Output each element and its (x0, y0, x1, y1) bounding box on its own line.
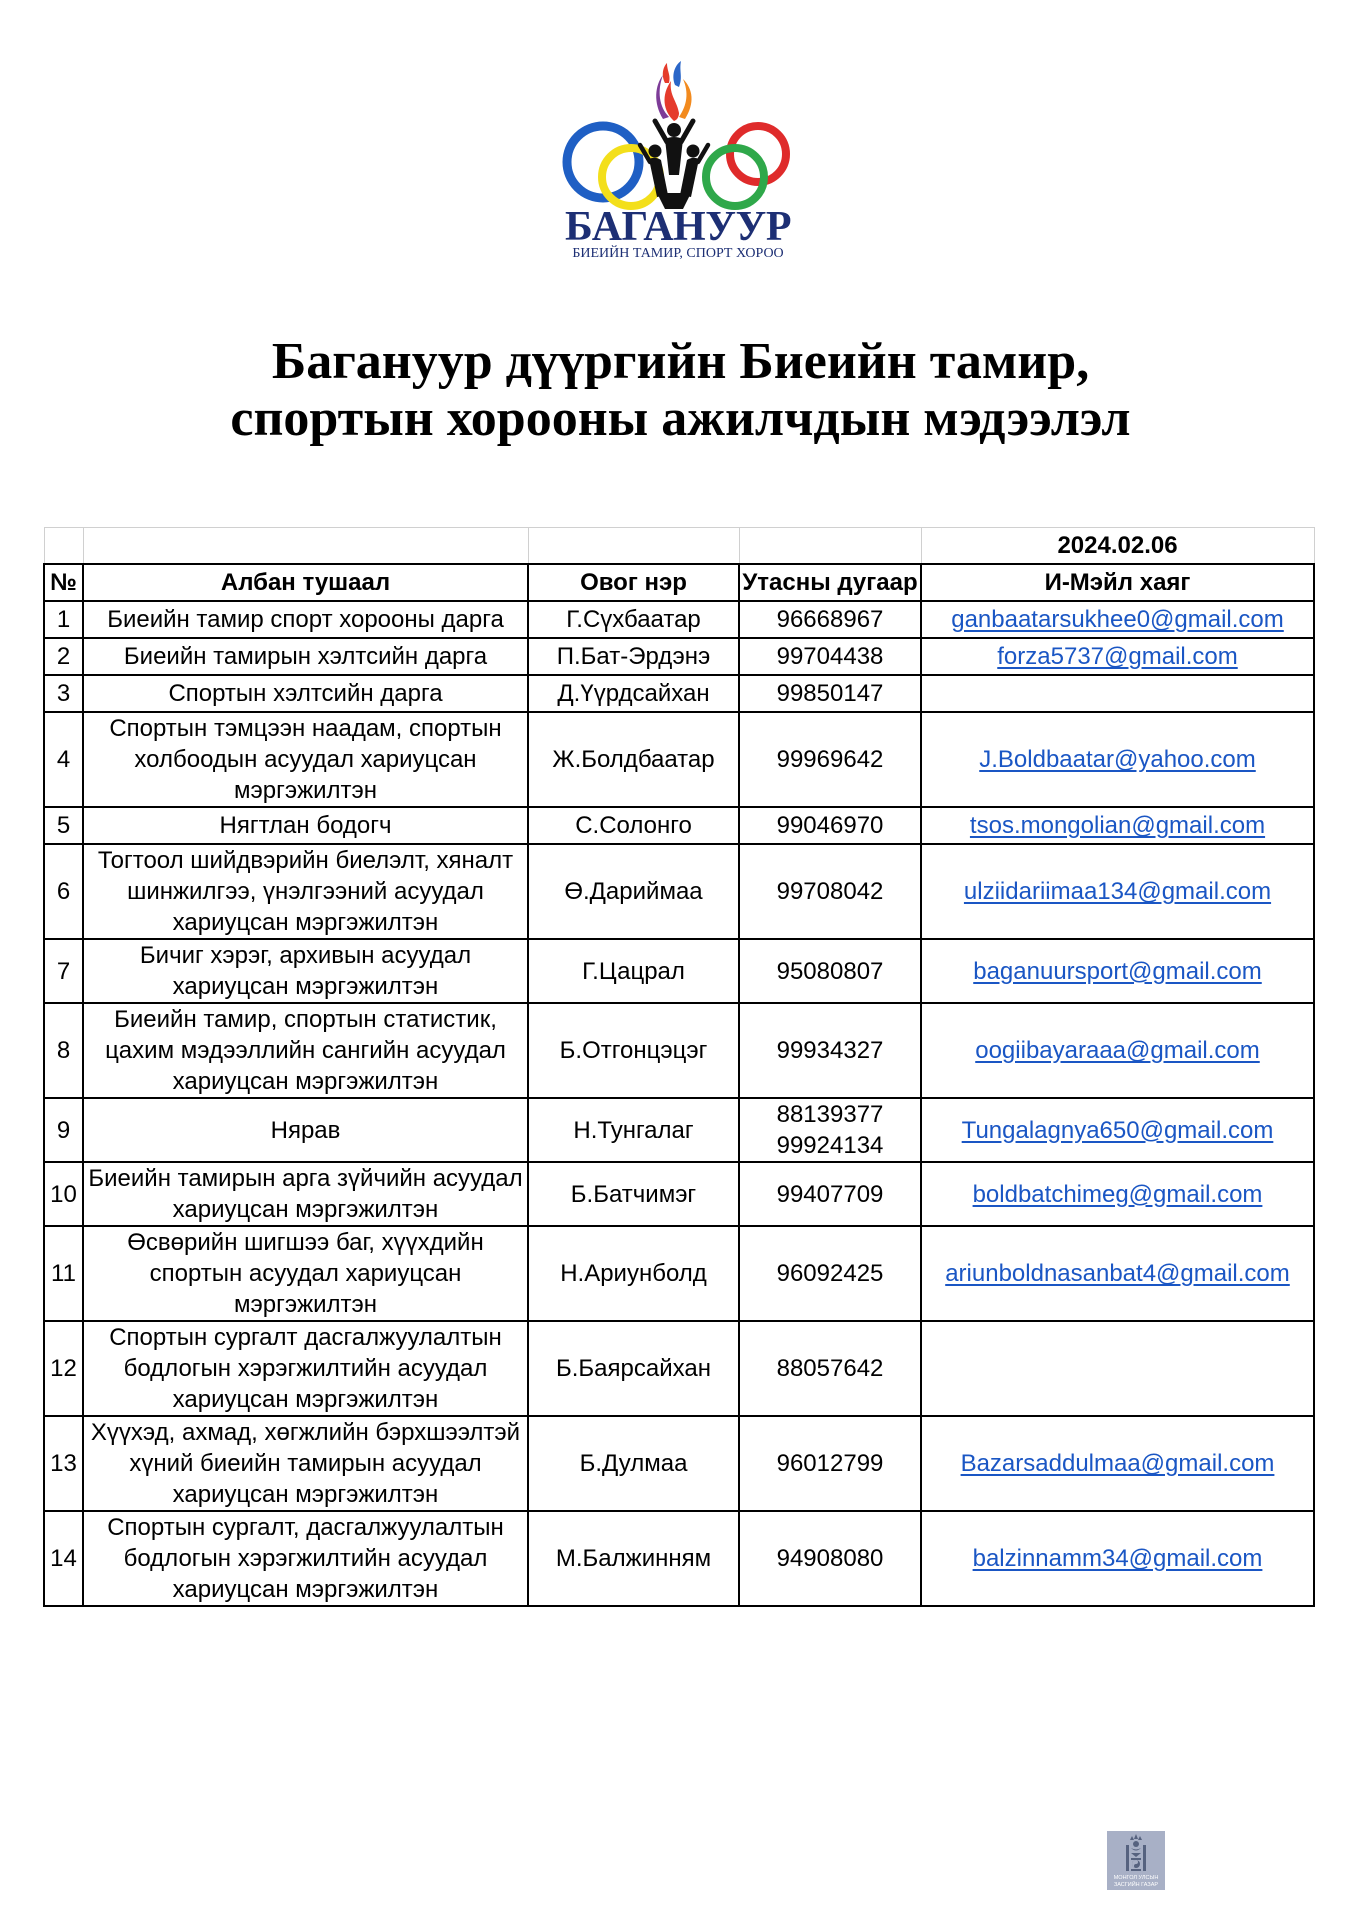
table-row (44, 807, 1314, 844)
email-link[interactable]: Tungalagnya650@gmail.com (961, 1116, 1274, 1144)
table-row (44, 939, 1314, 1003)
email-cell (921, 712, 1314, 807)
email-link[interactable]: ulziidariimaa134@gmail.com (963, 878, 1272, 905)
phone-cell: 88139377 99924134 (739, 1098, 921, 1162)
email-link[interactable]: Bazarsaddulmaa@gmail.com (960, 1450, 1275, 1477)
position-cell: Нягтлан бодогч (83, 807, 528, 844)
table-row (44, 1003, 1314, 1098)
position-cell: Спортын хэлтсийн дарга (83, 675, 528, 712)
empty-cell (44, 528, 83, 565)
table-row (44, 712, 1314, 807)
position-cell: Өсвөрийн шигшээ баг, хүүхдийн спортын асуудал хариуцсан мэргэжилтэн (83, 1226, 528, 1321)
position-cell: Спортын сургалт дасгалжуулалтын бодлогын хэрэгжилтийн асуудал хариуцсан мэргэжилтэн (83, 1321, 528, 1416)
email-cell (921, 807, 1314, 844)
empty-cell (739, 528, 921, 565)
row-number: 8 (44, 1003, 83, 1098)
document-title (8, 333, 1353, 447)
government-emblem (1107, 1831, 1165, 1890)
name-cell: Д.Үүрдсайхан (528, 675, 739, 712)
email-link[interactable]: ariunboldnasanbat4@gmail.com (945, 1260, 1290, 1287)
empty-cell (528, 528, 739, 565)
table-row (44, 1416, 1314, 1511)
phone-cell: 88057642 (739, 1321, 921, 1416)
position-cell: Бичиг хэрэг, архивын асуудал хариуцсан мэргэжилтэн (83, 939, 528, 1003)
position-cell: Хүүхэд, ахмад, хөгжлийн бэрхшээлтэй хүний биеийн тамирын асуудал хариуцсан мэргэжилтэн (83, 1416, 528, 1511)
header-number: № (44, 564, 83, 601)
row-number: 13 (44, 1416, 83, 1511)
email-cell (921, 1226, 1314, 1321)
position-cell: Биеийн тамир, спортын статистик, цахим мэдээллийн сангийн асуудал хариуцсан мэргэжилтэн (83, 1003, 528, 1098)
sports-committee-logo (555, 55, 801, 215)
row-number: 7 (44, 939, 83, 1003)
email-cell (921, 1162, 1314, 1226)
row-number: 2 (44, 638, 83, 675)
row-number: 9 (44, 1098, 83, 1162)
phone-cell: 96092425 (739, 1226, 921, 1321)
empty-cell (83, 528, 528, 565)
green-ring (706, 148, 764, 206)
phone-cell: 99704438 (739, 638, 921, 675)
phone-cell: 96668967 (739, 601, 921, 638)
name-cell: П.Бат-Эрдэнэ (528, 638, 739, 675)
row-number: 1 (44, 601, 83, 638)
table-row (44, 1226, 1314, 1321)
name-cell: С.Солонго (528, 807, 739, 844)
phone-cell: 99850147 (739, 675, 921, 712)
email-cell (921, 1416, 1314, 1511)
position-cell: Биеийн тамир спорт хорооны дарга (83, 601, 528, 638)
table-row (44, 844, 1314, 939)
phone-cell: 94908080 (739, 1511, 921, 1606)
email-link[interactable]: baganuursport@gmail.com (973, 957, 1262, 985)
logo-subtitle: БИЕИЙН ТАМИР, СПОРТ ХОРОО (572, 246, 784, 261)
phone-cell: 99046970 (739, 807, 921, 844)
email-link[interactable]: J.Boldbaatar@yahoo.com (979, 746, 1256, 773)
row-number: 14 (44, 1511, 83, 1606)
row-number: 10 (44, 1162, 83, 1226)
email-cell (921, 675, 1314, 712)
phone-cell: 99708042 (739, 844, 921, 939)
phone-cell: 99407709 (739, 1162, 921, 1226)
position-cell: Биеийн тамирын арга зүйчийн асуудал хариуцсан мэргэжилтэн (83, 1162, 528, 1226)
email-cell (921, 1098, 1314, 1162)
phone-cell: 96012799 (739, 1416, 921, 1511)
row-number: 12 (44, 1321, 83, 1416)
name-cell: Б.Баярсайхан (528, 1321, 739, 1416)
document-date: 2024.02.06 (921, 528, 1314, 565)
email-link[interactable]: boldbatchimeg@gmail.com (972, 1180, 1263, 1208)
email-cell (921, 1511, 1314, 1606)
title-line-2: спортын хорооны ажилчдын мэдээлэл (230, 390, 1131, 447)
header-name: Овог нэр (528, 564, 739, 601)
position-cell: Спортын тэмцээн наадам, спортын холбоодын асуудал хариуцсан мэргэжилтэн (83, 712, 528, 807)
name-cell: Б.Отгонцэцэг (528, 1003, 739, 1098)
email-link[interactable]: ganbaatarsukhee0@gmail.com (951, 606, 1284, 633)
name-cell: Ж.Болдбаатар (528, 712, 739, 807)
name-cell: Н.Тунгалаг (528, 1098, 739, 1162)
title-line-1: Багануур дүүргийн Биеийн тамир, (271, 333, 1090, 390)
name-cell: Б.Дулмаа (528, 1416, 739, 1511)
table-row (44, 601, 1314, 638)
email-link[interactable]: balzinnamm34@gmail.com (972, 1545, 1263, 1572)
phone-cell: 99934327 (739, 1003, 921, 1098)
emblem-caption: МОНГОЛ УЛСЫН ЗАСГИЙН ГАЗАР (1113, 1875, 1159, 1888)
position-cell: Нярав (83, 1098, 528, 1162)
header-row (44, 564, 1314, 601)
row-number: 5 (44, 807, 83, 844)
phone-cell: 95080807 (739, 939, 921, 1003)
table-row (44, 675, 1314, 712)
email-link[interactable]: oogiibayaraaa@gmail.com (975, 1037, 1260, 1064)
table-row (44, 1511, 1314, 1606)
position-cell: Биеийн тамирын хэлтсийн дарга (83, 638, 528, 675)
email-cell (921, 638, 1314, 675)
name-cell: М.Балжинням (528, 1511, 739, 1606)
table-row (44, 1162, 1314, 1226)
name-cell: Б.Батчимэг (528, 1162, 739, 1226)
header-position: Албан тушаал (83, 564, 528, 601)
table-row (44, 1321, 1314, 1416)
name-cell: Г.Цацрал (528, 939, 739, 1003)
email-link[interactable]: forza5737@gmail.com (997, 643, 1238, 670)
table-row (44, 1098, 1314, 1162)
email-cell (921, 844, 1314, 939)
header-phone: Утасны дугаар (739, 564, 921, 601)
logo-name: БАГАНУУР (565, 204, 791, 250)
row-number: 11 (44, 1226, 83, 1321)
email-cell (921, 1321, 1314, 1416)
name-cell: Г.Сүхбаатар (528, 601, 739, 638)
email-cell (921, 939, 1314, 1003)
email-cell (921, 1003, 1314, 1098)
staff-table (43, 527, 1315, 1607)
email-cell (921, 601, 1314, 638)
position-cell: Спортын сургалт, дасгалжуулалтын бодлогын хэрэгжилтийн асуудал хариуцсан мэргэжилтэн (83, 1511, 528, 1606)
date-row (44, 528, 1314, 565)
row-number: 3 (44, 675, 83, 712)
phone-cell: 99969642 (739, 712, 921, 807)
position-cell: Тогтоол шийдвэрийн биелэлт, хяналт шинжилгээ, үнэлгээний асуудал хариуцсан мэргэжилтэн (83, 844, 528, 939)
name-cell: Н.Ариунболд (528, 1226, 739, 1321)
row-number: 4 (44, 712, 83, 807)
soyombo-icon (1107, 1831, 1165, 1875)
name-cell: Ө.Дариймаа (528, 844, 739, 939)
row-number: 6 (44, 844, 83, 939)
flame-icon (656, 61, 691, 121)
table-row (44, 638, 1314, 675)
header-email: И-Мэйл хаяг (921, 564, 1314, 601)
email-link[interactable]: tsos.mongolian@gmail.com (969, 812, 1266, 839)
